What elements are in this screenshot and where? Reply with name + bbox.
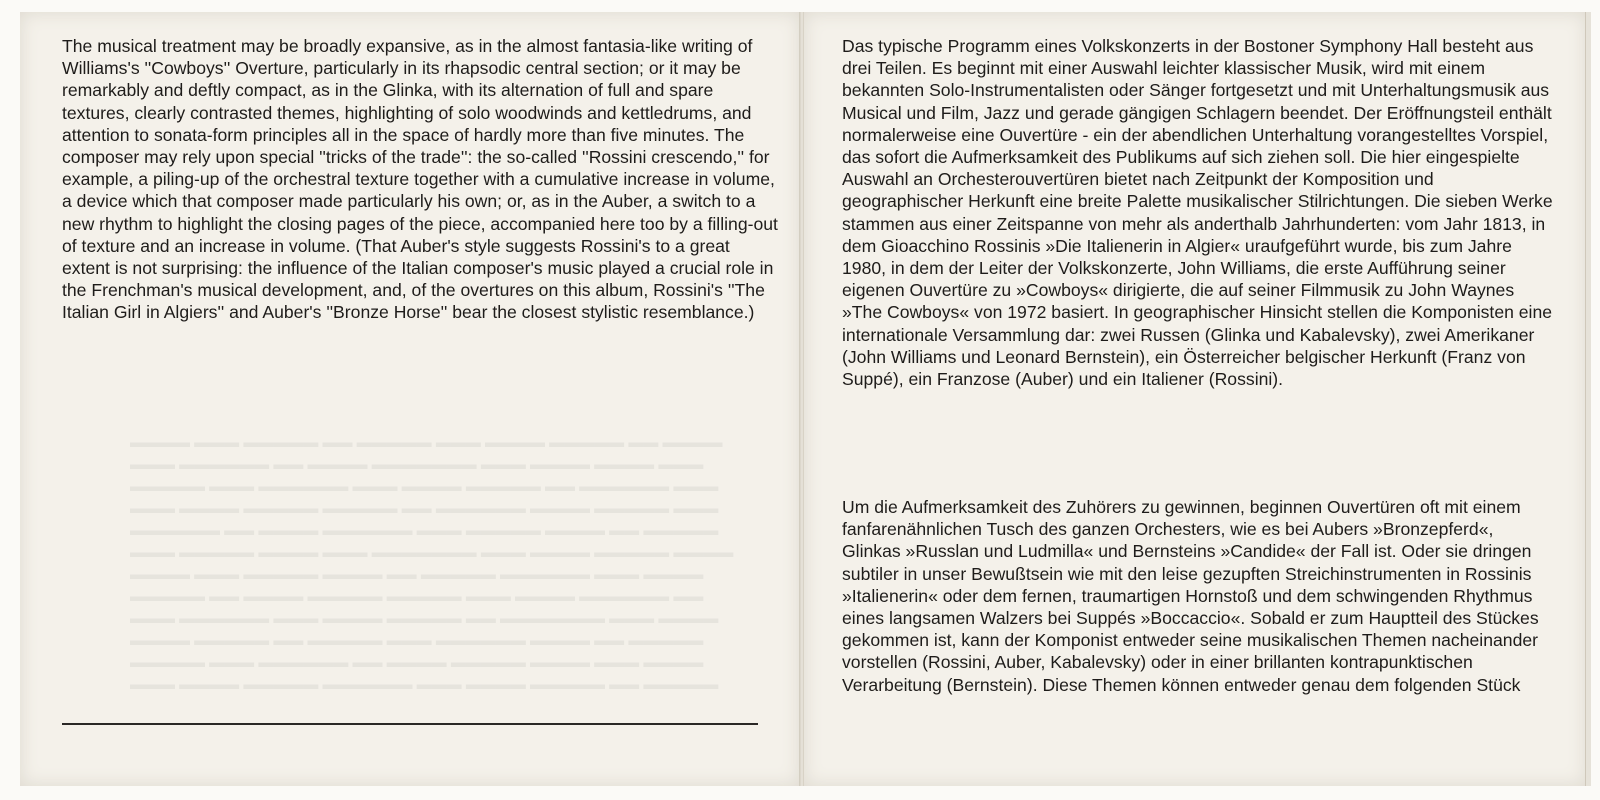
footer-rule bbox=[62, 723, 758, 725]
right-page bbox=[803, 12, 1586, 786]
german-liner-notes-paragraph-2: Um die Aufmerksamkeit des Zuhörers zu gewinnen, beginnen Ouvertüren oft mit einem fanfarenähnlichen Tusch des ganzen Orchesters, wie es bei Aubers »Bronzepferd«, Glinkas »Russlan und Ludmilla« und Bernsteins »Candide« der Fall ist. Oder sie dringen subtiler in unser Bewußtsein wie mit den leise gezupften Streichinstrumenten in Rossinis »Italienerin« oder dem fernen, traumartigen Hornstoß und dem schwingenden Rhythmus eines langsamen Walzers bei Suppés »Boccaccio«. Sobald er zum Hauptteil des Stückes gekommen ist, kann der Komponist entweder seine musikalischen Themen nacheinander vorstellen (Rossini, Auber, Kabalevsky) oder in einer brillanten kontrapunktischen Verarbeitung (Bernstein). Diese Themen können entweder genau dem folgenden Stück bbox=[842, 497, 1539, 695]
english-liner-notes-paragraph: The musical treatment may be broadly expansive, as in the almost fantasia-like writing of Williams's ''Cowboys'' Overture, particularly in its rhapsodic central section; or it may be remarkably and deftly compact, as in the Glinka, with its alternation of full and spare textures, clearly contrasted themes, highlighting of solo woodwinds and kettledrums, and attention to sonata-form principles all in the space of hardly more than five minutes. The composer may rely upon special ''tricks of the trade'': the so-called ''Rossini crescendo,'' for example, a piling-up of the orchestral texture together with a cumulative increase in volume, a device which that composer made particularly his own; or, as in the Auber, a switch to a new rhythm to highlight the closing pages of the piece, accompanied here too by a filling-out of texture and an increase in volume. (That Auber's style suggests Rossini's to a great extent is not surprising: the influence of the Italian composer's music played a crucial role in the Frenchman's musical development, and, of the overtures on this album, Rossini's ''The Italian Girl in Algiers'' and Auber's ''Bronze Horse'' bear the closest stylistic resemblance.) bbox=[62, 36, 778, 323]
left-page: ▬▬▬▬ ▬▬▬ ▬▬▬▬▬ ▬▬ ▬▬▬▬▬ ▬▬▬ ▬▬▬▬ ▬▬▬▬▬ ▬▬ ▬▬▬▬ ▬▬▬ ▬▬▬▬▬▬ ▬▬ ▬▬▬▬ ▬▬▬▬▬▬▬ ▬▬▬ ▬▬▬▬ ▬▬▬▬ ▬▬▬ ▬▬▬▬▬ ▬▬▬ ▬▬▬▬▬▬ ▬▬▬ ▬▬▬▬ ▬▬▬▬▬ ▬▬ ▬▬▬▬▬▬ ▬▬▬ ▬▬▬ ▬▬▬▬ ▬▬▬▬▬ ▬▬▬▬▬ ▬▬ ▬▬▬▬▬▬ ▬▬▬▬ ▬▬▬▬▬ ▬▬▬ ▬▬▬▬▬▬ ▬▬ ▬▬▬▬ ▬▬▬▬▬▬ ▬▬▬ ▬▬▬▬▬ ▬▬▬▬ ▬▬ ▬▬▬▬▬ ▬▬▬ ▬▬▬▬▬ ▬▬▬▬ ▬▬▬ ▬▬▬▬▬▬▬ ▬▬▬ ▬▬▬▬ ▬▬▬▬▬ ▬▬▬▬ ▬▬▬▬ ▬▬▬ ▬▬▬▬▬ ▬▬▬▬ ▬▬ ▬▬▬▬▬ ▬▬▬▬▬▬ ▬▬▬ ▬▬▬▬ ▬▬▬▬▬ ▬▬ ▬▬▬▬ ▬▬▬▬▬ ▬▬▬▬▬ ▬▬▬ ▬▬▬▬ ▬▬▬▬▬▬ ▬▬ ▬▬▬ ▬▬▬▬▬▬ ▬▬▬ ▬▬▬▬ ▬▬▬▬▬ ▬▬ ▬▬▬▬▬▬▬ ▬▬▬ ▬▬▬▬ ▬▬▬▬ ▬▬▬▬▬ ▬▬ ▬▬▬▬▬ ▬▬▬ ▬▬▬▬▬▬ ▬▬▬▬ ▬▬ ▬▬▬▬▬ ▬▬▬▬▬ ▬▬▬ ▬▬▬▬▬▬ ▬▬ ▬▬▬▬ ▬▬▬▬▬ ▬▬▬▬ ▬▬▬ ▬▬▬▬ ▬▬▬ ▬▬▬▬ ▬▬▬▬▬ ▬▬▬▬▬▬ ▬▬▬ ▬▬▬▬ ▬▬▬▬▬ ▬▬ ▬▬▬▬▬ The musical treatment may be broadly expansive, as in the almost fantasia-like writing of Williams's ''Cowboys'' Overture, particularly in its rhapsodic central section; or it may be remarkably and deftly compact, as in the Glinka, with its alternation of full and spare textures, clearly contrasted themes, highlighting of solo woodwinds and kettledrums, and attention to sonata-form principles all in the space of hardly more than five minutes. The composer may rely upon special ''tricks of the trade'': the so-called ''Rossini crescendo,'' for example, a piling-up of the orchestral texture together with a cumulative increase in volume, a device which that composer made particularly his own; or, as in the Auber, a switch to a new rhythm to highlight the closing pages of the piece, accompanied here too by a filling-out of texture and an increase in volume. (That Auber's style suggests Rossini's to a great extent is not surprising: the influence of the Italian composer's music played a crucial role in the Frenchman's musical development, and, of the overtures on this album, Rossini's ''The Italian Girl in Algiers'' and Auber's ''Bronze Horse'' bear the closest stylistic resemblance.) bbox=[20, 12, 801, 786]
show-through-texture: ▬▬▬▬ ▬▬▬ ▬▬▬▬▬ ▬▬ ▬▬▬▬▬ ▬▬▬ ▬▬▬▬ ▬▬▬▬▬ ▬▬ ▬▬▬▬ bbox=[130, 434, 723, 451]
next-page-edge bbox=[1585, 12, 1591, 786]
german-liner-notes-paragraph-1: Das typische Programm eines Volkskonzerts in der Bostoner Symphony Hall besteht aus drei Teilen. Es beginnt mit einer Auswahl leichter klassischer Musik, wird mit einem bekannten Solo-Instrumentalisten oder Sänger fortgesetzt und mit Unterhaltungsmusik aus Musical und Film, Jazz und gerade gängigen Schlagern beendet. Der Eröffnungsteil enthält normalerweise eine Ouvertüre - ein der abendlichen Unterhaltung vorangestelltes Vorspiel, das sofort die Aufmerksamkeit des Publikums auf sich ziehen soll. Die hier eingespielte Auswahl an Orchesterouvertüren bietet nach Zeitpunkt der Komposition und geographischer Herkunft eine breite Palette musikalischer Stilrichtungen. Die sieben Werke stammen aus einer Zeitspanne von mehr als anderthalb Jahrhunderten: vom Jahr 1813, in dem Gioacchino Rossinis »Die Italienerin in Algier« uraufgeführt wurde, bis zum Jahre 1980, in dem der Leiter der Volkskonzerte, John Williams, die erste Aufführung seiner eigenen Ouvertüre zu »Cowboys« dirigierte, die auf seiner Filmmusik zu John Waynes »The Cowboys« von 1972 basiert. In geographischer Hinsicht stellen die Komponisten eine internationale Versammlung dar: zwei Russen (Glinka und Kabalevsky), zwei Amerikaner (John Williams und Leonard Bernstein), ein Österreicher belgischer Herkunft (Franz von Suppé), ein Franzose (Auber) und ein Italiener (Rossini). bbox=[842, 36, 1553, 390]
